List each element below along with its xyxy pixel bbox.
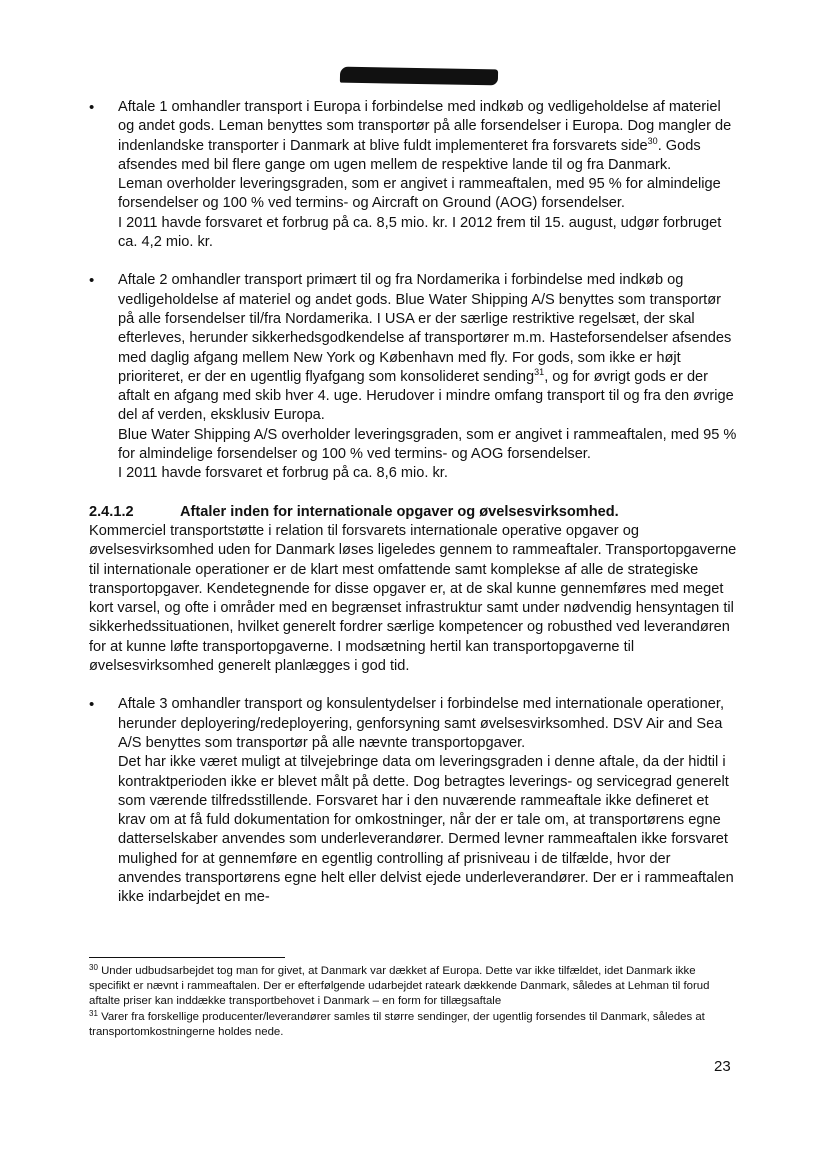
bullet-2-text: • Aftale 2 omhandler transport primært til og fra Nordamerika i forbindelse med indkøb og vedligeholdelse af materiel og andet gods. Blue Water Shipping A/S benyttes som transportør på alle forsendelser til/fra Nordamerika. I USA er der særlige restriktive regelsæt, der skal efterleves, herunder sikkerhedsgodkendelse af transportører m.m. Hasteforsendelser afsendes med daglig afgang mellem New York og København med fly. For gods, som ikke er højt prioriteret, er der en ugentlig flyafgang som konsolideret sending$^{31}$, og for øvrigt gods er der aftalt en afgang med skib hver 4. uge. Herudover i mindre omfang transport til og fra den øvrige del af verden, eksklusiv Europa. xyxy=(118,272,734,424)
page-body xyxy=(89,98,737,927)
bullet-2-delivery: Blue Water Shipping A/S overholder leveringsgraden, som er angivet i rammeaftalen, med 95 % for almindelige forsendelser og 100 % ved termins- og AOG forsendelser. xyxy=(118,426,737,463)
section-heading xyxy=(89,503,737,522)
footnotes xyxy=(89,964,729,1040)
footnote-ref-30: 30 xyxy=(647,135,658,146)
section-number: 2.4.1.2 xyxy=(89,503,134,520)
bullet-1-delivery: Leman overholder leveringsgraden, som er angivet i rammeaftalen, med 95 % for almindelige forsendelser og 100 % ved termins- og Aircraft on Ground (AOG) forsendelser. xyxy=(118,176,721,212)
bullet-aftale-3 xyxy=(89,695,737,907)
bullet-aftale-1 xyxy=(89,98,737,252)
section-paragraph: Kommerciel transportstøtte i relation til forsvarets internationale operative opgaver og øvelsesvirksomhed uden for Danmark løses ligeledes gennem to rammeaftaler. Transportopgaverne til internationale operationer er de klart mest omfattende samt komplekse af alle de strategiske transportopgaver. Kendetegnende for disse opgaver er, at de skal kunne gennemføres med meget kort varsel, og ofte i områder med en begrænset infrastruktur samt under nødvendig hensyntagen til sikkerhedssituationen, hvilket generelt fordrer særlige kompetencer og robusthed ved leverandøren for at kunne løfte transportopgaverne. I modsætning hertil kan transportopgaverne til øvelsesvirksomhed generelt planlægges i god tid. xyxy=(89,522,737,675)
bullet-aftale-2 xyxy=(89,271,737,483)
footnote-ref-31: 31 xyxy=(534,366,545,377)
bullet-1-text: • Aftale 1 omhandler transport i Europa i forbindelse med indkøb og vedligeholdelse af materiel og andet gods. Leman benyttes som transportør på alle forsendelser i Europa. Dog mangler de indenlandske transporter i Danmark at blive fuldt implementeret fra forsvarets side$^{30}$. Gods afsendes med bil flere gange om ugen mellem de respektive lande til og fra Danmark. xyxy=(118,99,732,173)
footnote-divider xyxy=(89,957,285,958)
bullet-3-text: • Aftale 3 omhandler transport og konsulentydelser i forbindelse med internationale operationer, herunder deployering/redeployering, genforsyning samt øvelsesvirksomhed. DSV Air and Sea A/S benyttes som transportør på alle nævnte transportopgaver. xyxy=(118,696,725,751)
footnote-30: $^{30}$ Under udbudsarbejdet tog man for givet, at Danmark var dækket af Europa. Dette var ikke tilfældet, idet Danmark ikke specifikt er nævnt i rammeaftalen. Der er efterfølgende udarbejdet rateark dækkende Danmark, således at Lehman til forud aftalte priser kan inddække transportbehovet i Danmark – en form for tillægsaftale xyxy=(89,963,710,1008)
page-number: 23 xyxy=(714,1058,731,1075)
bullet-1-consumption: I 2011 havde forsvaret et forbrug på ca. 8,5 mio. kr. I 2012 frem til 15. august, udgør forbruget ca. 4,2 mio. kr. xyxy=(118,214,722,251)
bullet-2-consumption: I 2011 havde forsvaret et forbrug på ca. 8,6 mio. kr. xyxy=(118,465,448,482)
footnote-31: $^{31}$ Varer fra forskellige producenter/leverandører samles til større sendinger, der ugentlig forsendes til Danmark, således at transportomkostningerne holdes nede. xyxy=(89,1008,705,1038)
redaction-mark xyxy=(340,67,498,86)
section-title: Aftaler inden for internationale opgaver og øvelsesvirksomhed. xyxy=(180,503,619,520)
bullet-3-details: Det har ikke været muligt at tilvejebringe data om leveringsgraden i denne aftale, da der hidtil i kontraktperioden ikke er blevet målt på dette. Dog betragtes leverings- og servicegrad generelt som værende tilfredsstillende. Forsvaret har i den nuværende rammeaftale ikke defineret et krav om at få fuld dokumentation for omkostninger, når der er tale om, at transportørens egne datterselskaber anvendes som underleverandører. Dermed levner rammeaftalen ikke forsvaret mulighed for at gennemføre en egentlig controlling af prisniveau i de tilfælde, hvor der anvendes transportørens egne helt eller delvist ejede underleverandører. Der er i rammeaftalen ikke indarbejdet en me- xyxy=(118,754,734,906)
